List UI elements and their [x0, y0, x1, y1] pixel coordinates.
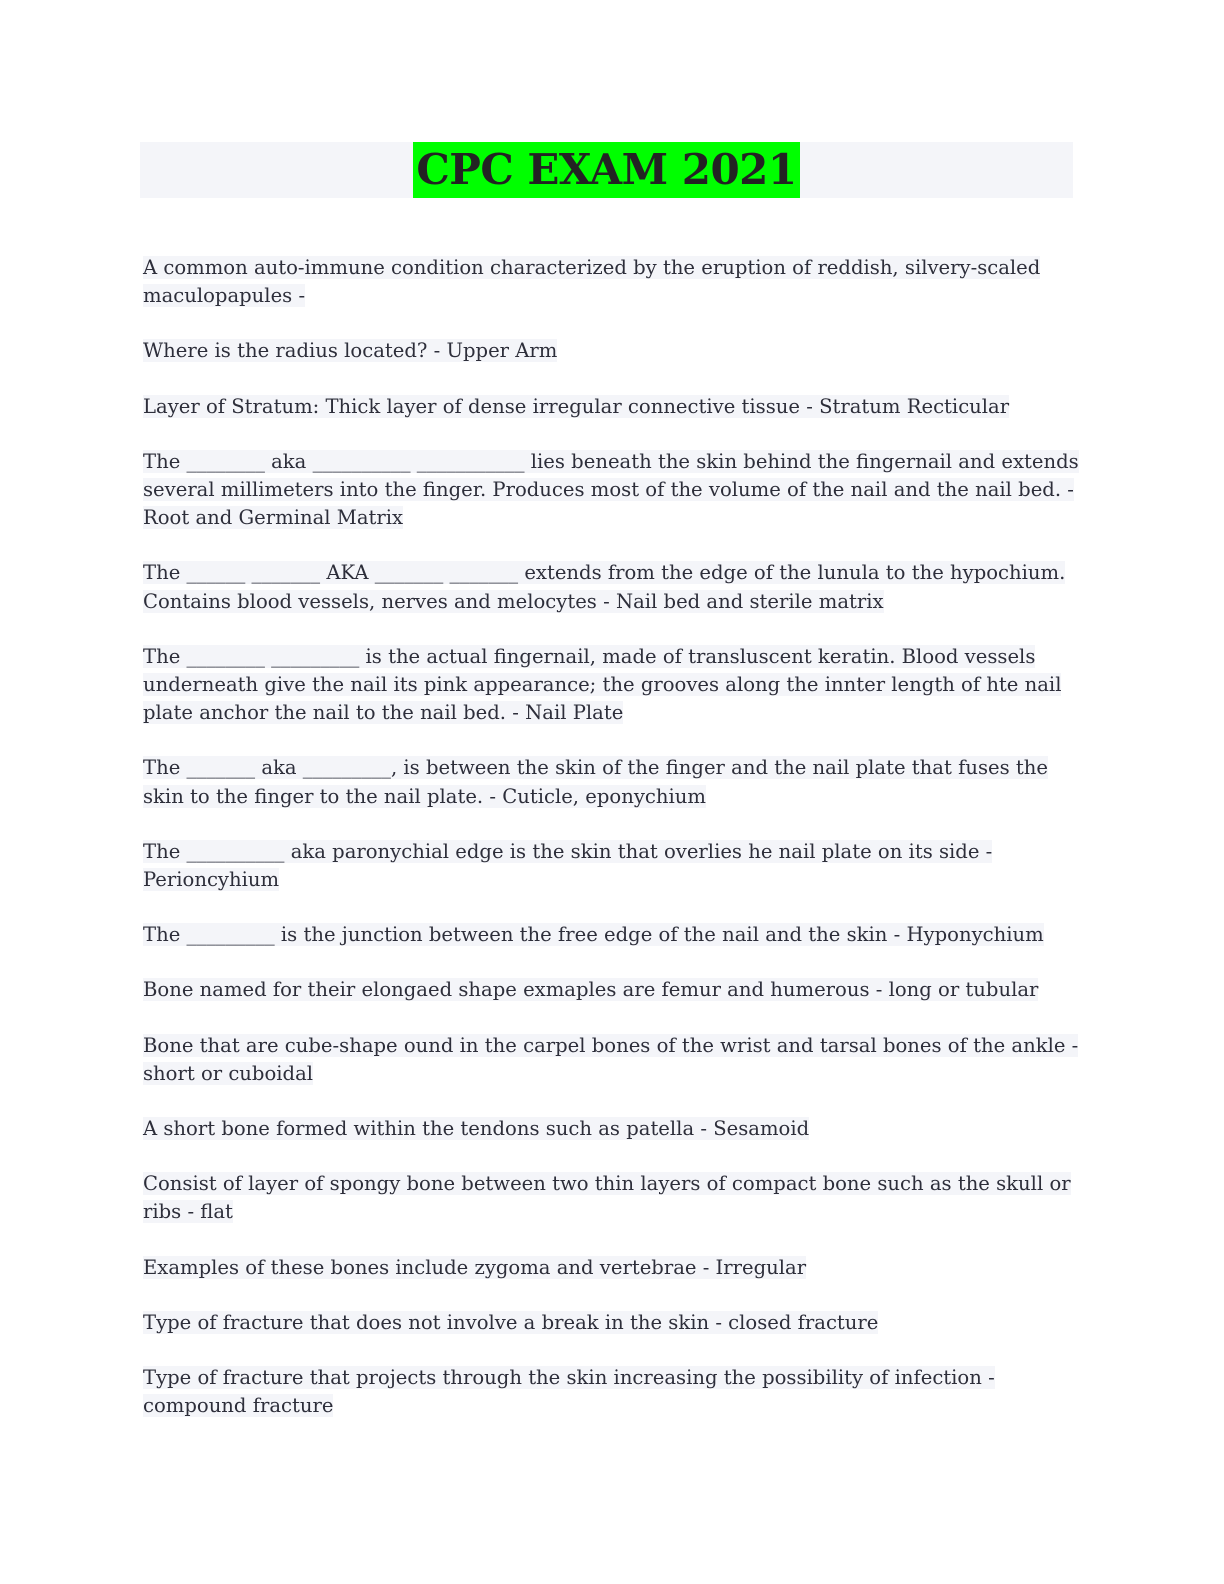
qa-item-text: Bone that are cube-shape ound in the carpel bones of the wrist and tarsal bones of the ankle - short or cuboidal: [143, 1033, 1079, 1085]
qa-item-text: The ________ aka __________ ___________ lies beneath the skin behind the fingernail and extends several millimeters into the finger. Produces most of the volume of the nail and the nail bed. - Root and Germinal Matrix: [143, 449, 1079, 530]
page-title: CPC EXAM 2021: [413, 142, 799, 198]
qa-item: [143, 976, 1083, 1004]
qa-item-text: The ______ _______ AKA _______ _______ extends from the edge of the lunula to the hypochium. Contains blood vessels, nerves and melocytes - Nail bed and sterile matrix: [143, 561, 1066, 613]
qa-item-text: A common auto-immune condition characterized by the eruption of reddish, silvery-scaled maculopapules -: [143, 256, 1041, 308]
qa-item: [143, 1170, 1083, 1226]
qa-item: [143, 559, 1083, 615]
qa-item: [143, 1115, 1083, 1143]
qa-item-text: Consist of layer of spongy bone between two thin layers of compact bone such as the skull or ribs - flat: [143, 1172, 1071, 1224]
qa-item: [143, 1032, 1083, 1088]
qa-item: [143, 337, 1083, 365]
qa-item-text: Layer of Stratum: Thick layer of dense irregular connective tissue - Stratum Recticular: [143, 394, 1010, 418]
qa-item: [143, 1364, 1083, 1420]
qa-item-text: The __________ aka paronychial edge is the skin that overlies he nail plate on its side - Perioncyhium: [143, 839, 993, 892]
qa-item: [143, 448, 1083, 533]
qa-item-text: The _________ is the junction between the free edge of the nail and the skin - Hyponychium: [143, 923, 1044, 947]
qa-item-text: Examples of these bones include zygoma and vertebrae - Irregular: [143, 1255, 807, 1279]
qa-item-text: Bone named for their elongaed shape exmaples are femur and humerous - long or tubular: [143, 978, 1039, 1002]
qa-list: [143, 254, 1083, 1447]
title-band: [140, 142, 1073, 198]
qa-item-text: Type of fracture that does not involve a break in the skin - closed fracture: [143, 1310, 879, 1334]
qa-item: [143, 1254, 1083, 1282]
qa-item: [143, 643, 1083, 728]
qa-item-text: The ________ _________ is the actual fingernail, made of transluscent keratin. Blood vessels underneath give the nail its pink appearance; the grooves along the innter length of hte nail plate anchor the nail to the nail bed. - Nail Plate: [143, 644, 1062, 725]
qa-item-text: A short bone formed within the tendons such as patella - Sesamoid: [143, 1117, 810, 1141]
qa-item: [143, 754, 1083, 810]
qa-item: [143, 1309, 1083, 1337]
qa-item: [143, 254, 1083, 310]
qa-item-text: The _______ aka _________, is between the skin of the finger and the nail plate that fuses the skin to the finger to the nail plate. - Cuticle, eponychium: [143, 756, 1048, 808]
qa-item: [143, 838, 1083, 894]
qa-item-text: Type of fracture that projects through the skin increasing the possibility of infection - compound fracture: [143, 1366, 995, 1418]
qa-item: [143, 921, 1083, 949]
qa-item: [143, 393, 1083, 421]
qa-item-text: Where is the radius located? - Upper Arm: [143, 339, 558, 363]
